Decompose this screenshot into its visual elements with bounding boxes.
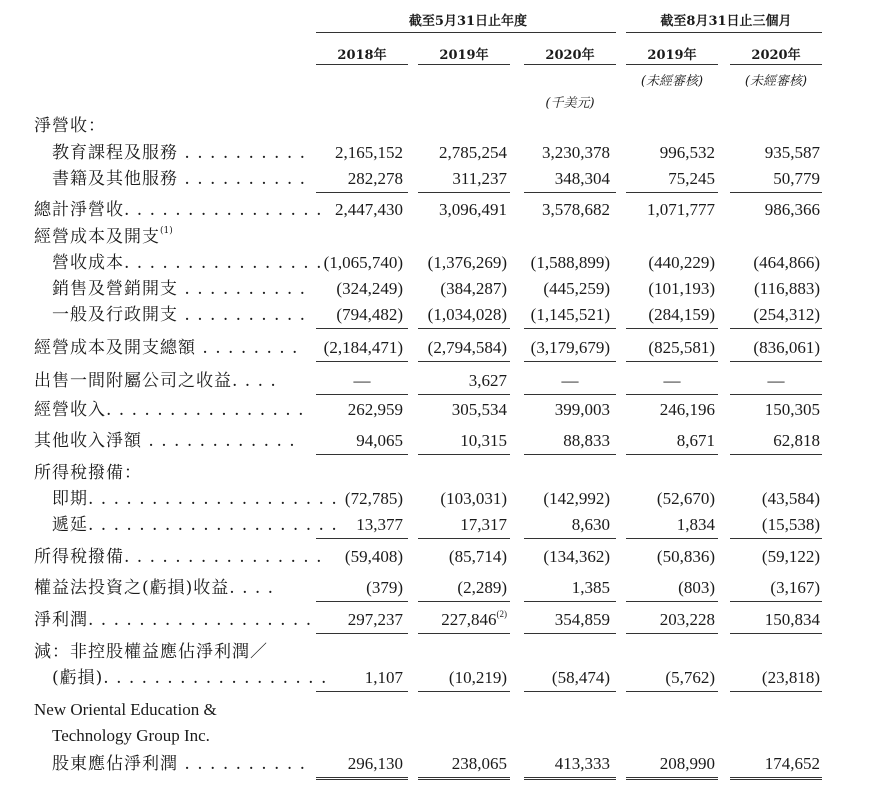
value-text: (58,474) <box>551 668 610 687</box>
value-text: (50,836) <box>656 547 715 566</box>
subtotal-rule <box>316 601 408 602</box>
value-text: 3,096,491 <box>439 200 507 219</box>
subtotal-rule <box>730 192 822 193</box>
value-text: (794,482) <box>336 305 403 324</box>
value-text: 2,165,152 <box>335 143 403 162</box>
value-text: (1,376,269) <box>427 253 507 272</box>
year-rule-4 <box>626 64 718 65</box>
value-text: (836,061) <box>753 338 820 357</box>
subtotal-rule <box>418 691 510 692</box>
row-label: Technology Group Inc. <box>52 726 210 745</box>
subtotal-rule <box>730 361 822 362</box>
year-header-2019-q: 2019年 <box>647 48 697 63</box>
row-label-text: 經營成本及開支 <box>34 227 160 247</box>
row-label: 營收成本. . . . . . . . . . . . . . . . <box>52 253 323 273</box>
row-label: 所得稅撥備： <box>34 463 142 483</box>
footnote-marker: (2) <box>496 609 507 619</box>
value-text: 8,671 <box>676 431 715 450</box>
value-text: 305,534 <box>451 400 507 419</box>
value-text: (10,219) <box>448 668 507 687</box>
subtotal-rule <box>316 361 408 362</box>
value-cell <box>690 751 820 777</box>
value-text: 75,245 <box>668 169 715 188</box>
value-cell <box>690 302 820 328</box>
value-text: (3,179,679) <box>530 338 610 357</box>
value-cell <box>690 397 820 423</box>
value-text: (5,762) <box>665 668 715 687</box>
value-text: 1,834 <box>676 515 715 534</box>
value-text: (1,588,899) <box>530 253 610 272</box>
subtotal-rule <box>626 192 718 193</box>
value-text: 3,627 <box>468 371 507 390</box>
unaudited-label-2019: (未經審核) <box>640 74 704 89</box>
year-rule-1 <box>316 64 408 65</box>
row-label: 遞延. . . . . . . . . . . . . . . . . . . . <box>52 515 338 535</box>
year-header-2018: 2018年 <box>337 48 387 63</box>
subtotal-rule <box>418 394 510 395</box>
value-text: 311,237 <box>452 169 507 188</box>
row-label: 教育課程及服務 . . . . . . . . . . <box>52 143 307 163</box>
value-cell <box>377 368 507 394</box>
row-label: 淨營收： <box>34 116 106 136</box>
subtotal-rule <box>524 361 616 362</box>
value-cell <box>690 113 820 139</box>
value-text: 2,785,254 <box>439 143 507 162</box>
value-cell <box>690 723 820 749</box>
value-cell <box>690 512 820 538</box>
subtotal-rule <box>626 454 718 455</box>
value-text: (85,714) <box>448 547 507 566</box>
value-cell <box>690 166 820 192</box>
value-text: — <box>353 371 371 390</box>
subtotal-rule <box>524 691 616 692</box>
header-group-quarterly-rule <box>626 32 822 33</box>
value-text: (59,408) <box>344 547 403 566</box>
value-cell <box>690 335 820 361</box>
subtotal-rule <box>524 601 616 602</box>
value-text: (825,581) <box>648 338 715 357</box>
year-header-2020: 2020年 <box>545 48 595 63</box>
value-cell <box>690 460 820 486</box>
value-cell <box>690 607 820 633</box>
value-text: 297,237 <box>347 610 403 629</box>
value-cell <box>690 697 820 723</box>
subtotal-rule <box>524 538 616 539</box>
row-label: 減：非控股權益應佔淨利潤／ <box>34 642 268 662</box>
subtotal-rule <box>626 394 718 395</box>
subtotal-rule <box>626 328 718 329</box>
value-text: (134,362) <box>543 547 610 566</box>
year-header-2019: 2019年 <box>439 48 489 63</box>
row-label <box>34 224 173 250</box>
subtotal-rule <box>730 633 822 634</box>
footnote-marker: (1) <box>160 226 173 236</box>
value-cell <box>690 639 820 665</box>
value-text: (2,794,584) <box>427 338 507 357</box>
subtotal-rule <box>626 601 718 602</box>
value-text: (324,249) <box>336 279 403 298</box>
value-text: 3,230,378 <box>542 143 610 162</box>
value-text: (3,167) <box>770 578 820 597</box>
value-text: 94,065 <box>356 431 403 450</box>
total-double-rule <box>316 777 408 780</box>
value-text: (384,287) <box>440 279 507 298</box>
value-text: 413,333 <box>554 754 610 773</box>
value-text: (1,034,028) <box>427 305 507 324</box>
value-text: 348,304 <box>554 169 610 188</box>
total-double-rule <box>626 777 718 780</box>
value-text: 227,846 <box>441 610 497 629</box>
total-double-rule <box>524 777 616 780</box>
value-text: 1,107 <box>364 668 403 687</box>
value-text: (72,785) <box>344 489 403 508</box>
unit-label: (千美元) <box>545 96 595 111</box>
subtotal-rule <box>626 633 718 634</box>
value-text: 150,834 <box>764 610 820 629</box>
row-label: 總計淨營收. . . . . . . . . . . . . . . . <box>34 200 323 220</box>
value-text: 88,833 <box>563 431 610 450</box>
value-cell <box>690 250 820 276</box>
row-label: 銷售及營銷開支 . . . . . . . . . . <box>52 279 307 299</box>
subtotal-rule <box>524 328 616 329</box>
subtotal-rule <box>316 633 408 634</box>
value-text: 996,532 <box>659 143 715 162</box>
subtotal-rule <box>418 601 510 602</box>
subtotal-rule <box>730 454 822 455</box>
value-text: (15,538) <box>761 515 820 534</box>
subtotal-rule <box>418 454 510 455</box>
value-text: (254,312) <box>753 305 820 324</box>
value-text: 10,315 <box>460 431 507 450</box>
value-text: (23,818) <box>761 668 820 687</box>
subtotal-rule <box>730 538 822 539</box>
value-cell <box>690 544 820 570</box>
value-text: 262,959 <box>347 400 403 419</box>
value-cell <box>690 575 820 601</box>
year-header-2020-q: 2020年 <box>751 48 801 63</box>
value-text: 296,130 <box>347 754 403 773</box>
value-text: 1,071,777 <box>647 200 715 219</box>
value-text: 8,630 <box>571 515 610 534</box>
value-text: (445,259) <box>543 279 610 298</box>
value-text: 174,652 <box>764 754 820 773</box>
value-text: 246,196 <box>659 400 715 419</box>
value-text: (142,992) <box>543 489 610 508</box>
header-group-quarterly: 截至8月31日止三個月 <box>660 14 792 29</box>
value-text: 282,278 <box>347 169 403 188</box>
subtotal-rule <box>316 454 408 455</box>
value-text: (284,159) <box>648 305 715 324</box>
row-label: (虧損). . . . . . . . . . . . . . . . . . <box>52 668 328 688</box>
value-text: (116,883) <box>754 279 820 298</box>
row-label: 經營成本及開支總額 . . . . . . . . <box>34 338 299 358</box>
value-text: (59,122) <box>761 547 820 566</box>
value-text: (43,584) <box>761 489 820 508</box>
value-text: (103,031) <box>440 489 507 508</box>
value-text: 62,818 <box>773 431 820 450</box>
subtotal-rule <box>730 691 822 692</box>
subtotal-rule <box>626 538 718 539</box>
subtotal-rule <box>730 394 822 395</box>
subtotal-rule <box>316 328 408 329</box>
value-cell <box>690 428 820 454</box>
value-cell <box>626 368 718 394</box>
value-text: 50,779 <box>773 169 820 188</box>
value-text: (1,145,521) <box>530 305 610 324</box>
row-label: 權益法投資之(虧損)收益. . . . <box>34 578 275 598</box>
value-text: 13,377 <box>356 515 403 534</box>
subtotal-rule <box>316 691 408 692</box>
value-text: (440,229) <box>648 253 715 272</box>
subtotal-rule <box>418 633 510 634</box>
value-text: (2,184,471) <box>323 338 403 357</box>
value-text: 2,447,430 <box>335 200 403 219</box>
header-group-annual: 截至5月31日止年度 <box>408 14 528 29</box>
subtotal-rule <box>524 192 616 193</box>
value-text: 17,317 <box>460 515 507 534</box>
value-cell <box>690 224 820 250</box>
row-label: 即期. . . . . . . . . . . . . . . . . . . . <box>52 489 338 509</box>
value-text: 354,859 <box>554 610 610 629</box>
row-label: 經營收入. . . . . . . . . . . . . . . . <box>34 400 305 420</box>
subtotal-rule <box>418 361 510 362</box>
header-group-annual-rule <box>316 32 616 33</box>
total-double-rule <box>418 777 510 780</box>
year-rule-3 <box>524 64 616 65</box>
year-rule-5 <box>730 64 822 65</box>
subtotal-rule <box>524 454 616 455</box>
row-label: New Oriental Education & <box>34 700 217 719</box>
value-cell <box>690 140 820 166</box>
value-text: — <box>767 371 785 390</box>
row-label: 出售一間附屬公司之收益. . . . <box>34 371 277 391</box>
subtotal-rule <box>524 633 616 634</box>
value-text: — <box>663 371 681 390</box>
row-label: 其他收入淨額 . . . . . . . . . . . . <box>34 431 296 451</box>
value-text: 399,003 <box>554 400 610 419</box>
value-cell <box>690 197 820 223</box>
row-label: 一般及行政開支 . . . . . . . . . . <box>52 305 307 325</box>
row-label: 所得稅撥備. . . . . . . . . . . . . . . . <box>34 547 323 567</box>
value-cell <box>730 368 822 394</box>
value-text: (379) <box>366 578 403 597</box>
year-rule-2 <box>418 64 510 65</box>
value-cell <box>524 368 616 394</box>
subtotal-rule <box>730 601 822 602</box>
subtotal-rule <box>626 361 718 362</box>
value-cell <box>690 276 820 302</box>
value-text: 203,228 <box>659 610 715 629</box>
value-text: (803) <box>678 578 715 597</box>
subtotal-rule <box>418 328 510 329</box>
value-cell <box>690 665 820 691</box>
value-text: 208,990 <box>659 754 715 773</box>
total-double-rule <box>730 777 822 780</box>
value-text: 3,578,682 <box>542 200 610 219</box>
unaudited-label-2020: (未經審核) <box>744 74 808 89</box>
subtotal-rule <box>524 394 616 395</box>
value-text: (101,193) <box>648 279 715 298</box>
subtotal-rule <box>316 538 408 539</box>
subtotal-rule <box>626 691 718 692</box>
value-text: 238,065 <box>451 754 507 773</box>
value-text: 986,366 <box>764 200 820 219</box>
value-text: 1,385 <box>571 578 610 597</box>
row-label: 書籍及其他服務 . . . . . . . . . . <box>52 169 307 189</box>
subtotal-rule <box>418 192 510 193</box>
value-text: (52,670) <box>656 489 715 508</box>
row-label: 淨利潤. . . . . . . . . . . . . . . . . . <box>34 610 313 630</box>
value-text: (2,289) <box>457 578 507 597</box>
subtotal-rule <box>418 538 510 539</box>
value-text: (464,866) <box>753 253 820 272</box>
subtotal-rule <box>730 328 822 329</box>
value-text: 150,305 <box>764 400 820 419</box>
value-text: 935,587 <box>764 143 820 162</box>
value-cell <box>690 486 820 512</box>
subtotal-rule <box>316 192 408 193</box>
subtotal-rule <box>316 394 408 395</box>
row-label: 股東應佔淨利潤 . . . . . . . . . . <box>52 754 307 774</box>
value-text: — <box>561 371 579 390</box>
value-text: (1,065,740) <box>323 253 403 272</box>
